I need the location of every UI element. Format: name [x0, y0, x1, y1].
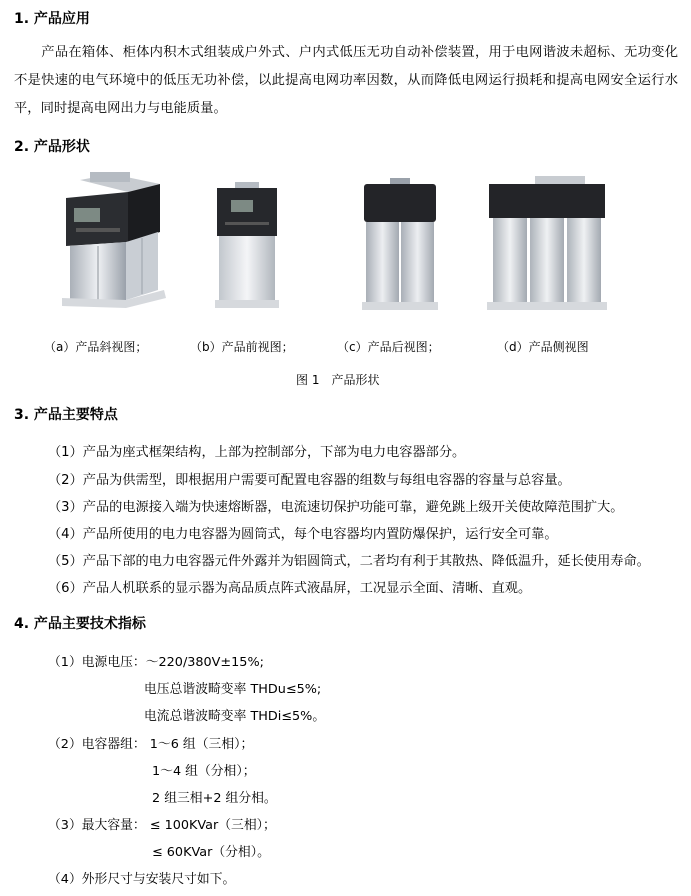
caption-rear-view: （c）产品后视图； [337, 340, 440, 354]
figure-caption: 图 1 产品形状 [296, 373, 380, 387]
section-2-title: 2. 产品形状 [14, 139, 90, 155]
spec-groups-mixed: 2 组三相+2 组分相。 [152, 791, 277, 806]
product-rear-view-image [360, 178, 440, 312]
caption-front-view: （b）产品前视图； [190, 340, 294, 354]
feature-item-4: （4）产品所使用的电力电容器为圆筒式，每个电容器均内置防爆保护，运行安全可靠。 [48, 527, 558, 542]
spec-max-capacity: （3）最大容量： ≤ 100KVar（三相）； [48, 818, 276, 833]
section-1-paragraph [14, 39, 678, 123]
feature-item-3: （3）产品的电源接入端为快速熔断器，电流速切保护功能可靠，避免跳上级开关使故障范围扩大。 [48, 500, 624, 515]
section-1-title: 1. 产品应用 [14, 11, 90, 27]
feature-item-1: （1）产品为座式框架结构，上部为控制部分，下部为电力电容器部分。 [48, 445, 466, 460]
section-1-body: 产品在箱体、柜体内积木式组装成户外式、户内式低压无功自动补偿装置，用于电网谐波未超标、无功变化不是快速的电气环境中的低压无功补偿，以此提高电网功率因数，从而降低电网运行损耗和提高电网安全运行水平，同时提高电网出力与电能质量。 [14, 45, 678, 116]
product-side-view-image [485, 176, 609, 312]
product-oblique-view-image [60, 172, 170, 312]
product-front-view-image [213, 182, 281, 312]
spec-thdu: 电压总谐波畸变率 THDu≤5%; [144, 682, 322, 697]
caption-side-view: （d）产品侧视图 [497, 340, 589, 354]
section-3-title: 3. 产品主要特点 [14, 407, 118, 423]
feature-item-5: （5）产品下部的电力电容器元件外露并为铝圆筒式，二者均有利于其散热、降低温升，延长使用寿命。 [48, 554, 650, 569]
caption-oblique-view: （a）产品斜视图； [44, 340, 148, 354]
spec-thdi: 电流总谐波畸变率 THDi≤5%。 [144, 709, 326, 724]
spec-capacity-split-phase: ≤ 60KVar（分相）。 [152, 845, 270, 860]
spec-groups-split-phase: 1～4 组（分相）； [152, 764, 256, 779]
spec-capacitor-groups: （2）电容器组： 1～6 组（三相）； [48, 737, 254, 752]
feature-item-2: （2）产品为供需型，即根据用户需要可配置电容器的组数与每组电容器的容量与总容量。 [48, 473, 571, 488]
spec-voltage: （1）电源电压：～220/380V±15%; [48, 655, 264, 670]
section-4-title: 4. 产品主要技术指标 [14, 616, 146, 632]
feature-item-6: （6）产品人机联系的显示器为高品质点阵式液晶屏，工况显示全面、清晰、直观。 [48, 581, 532, 596]
spec-dimensions: （4）外形尺寸与安装尺寸如下。 [48, 872, 236, 887]
